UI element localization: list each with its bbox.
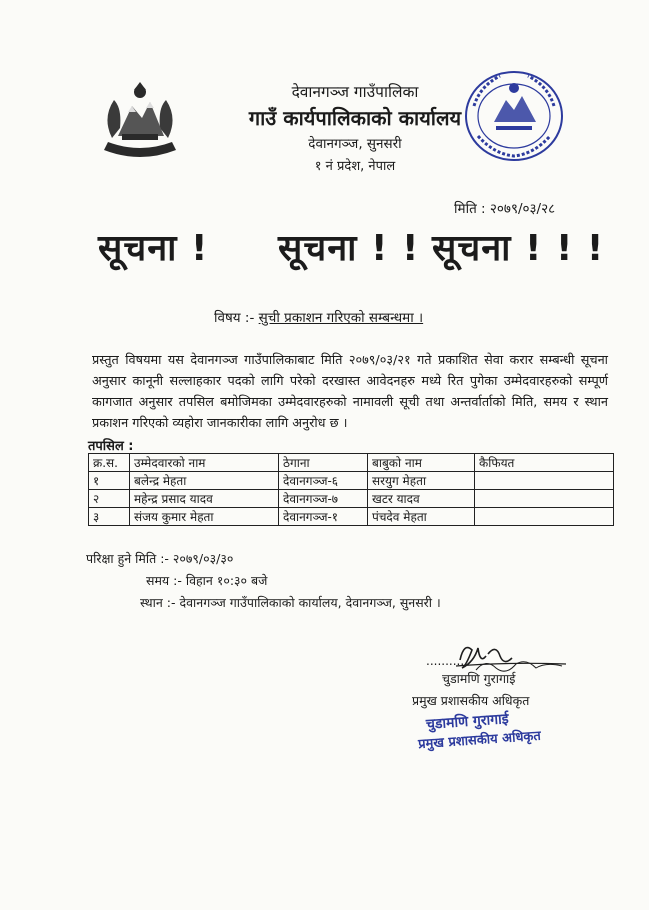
cell-remarks <box>475 490 614 508</box>
subject-line <box>214 308 423 326</box>
notice-heading-3: सूचना ! ! ! <box>432 228 605 269</box>
signatory-title: प्रमुख प्रशासकीय अधिकृत <box>412 693 530 708</box>
table-row <box>89 508 614 526</box>
body-paragraph: प्रस्तुत विषयमा यस देवानगञ्ज गाउँपालिकाबाट मिति २०७९/०३/२१ गते प्रकाशित सेवा करार सम्बन्धी सूचना अनुसार कानूनी सल्लाहकार पदको लागि परेको दरखास्त आवेदनहरु मध्ये रित पुगेका उम्मेदवारहरुको सम्पूर्ण कागजात अनुसार तपसिल बमोजिमका उम्मेदवारहरुको नामावली सूची तथा अन्तर्वार्ताको मिति, समय र स्थान प्रकाशन गरिएको व्यहोरा जानकारीका लागि अनुरोध छ । <box>92 353 608 431</box>
cell-candidate-name: बलेन्द्र मेहता <box>130 472 279 490</box>
cell-serial: १ <box>89 472 130 490</box>
cell-serial: २ <box>89 490 130 508</box>
notice-heading-2: सूचना ! ! <box>278 228 420 269</box>
cell-address: देवानगञ्ज-७ <box>279 490 368 508</box>
exam-time: समय :- विहान १०:३० बजे <box>146 573 268 588</box>
cell-father-name: पंचदेव मेहता <box>368 508 475 526</box>
nepal-emblem-icon <box>92 78 188 164</box>
header-office: गाउँ कार्यपालिकाको कार्यालय <box>248 106 462 130</box>
cell-candidate-name: संजय कुमार मेहता <box>130 508 279 526</box>
stamp-title: प्रमुख प्रशासकीय अधिकृत <box>417 728 542 753</box>
office-seal-icon <box>460 66 568 166</box>
exam-date: परिक्षा हुने मिति :- २०७९/०३/३० <box>86 551 234 566</box>
cell-address: देवानगञ्ज-६ <box>279 472 368 490</box>
header-province: १ नं प्रदेश, नेपाल <box>314 159 396 174</box>
header-serial: क्र.स. <box>89 454 130 472</box>
subject-label: विषय :- <box>214 310 255 326</box>
cell-serial: ३ <box>89 508 130 526</box>
signature-dots: .......... <box>426 654 465 668</box>
details-label: तपसिल : <box>88 439 134 454</box>
exam-place: स्थान :- देवानगञ्ज गाउँपालिकाको कार्यालय, देवानगञ्ज, सुनसरी । <box>140 595 441 610</box>
cell-father-name: सरयुग मेहता <box>368 472 475 490</box>
cell-remarks <box>475 472 614 490</box>
stamp-name: चुडामणि गुरागाई <box>425 711 510 733</box>
table-header-row <box>89 454 614 472</box>
header-remarks: कैफियत <box>475 454 614 472</box>
header-municipality: देवानगञ्ज गाउँपालिका <box>291 83 419 101</box>
header-candidate-name: उम्मेदवारको नाम <box>130 454 279 472</box>
notice-heading-1: सूचना ! <box>98 228 209 269</box>
table-row <box>89 472 614 490</box>
table-row <box>89 490 614 508</box>
signatory-name: चुडामणि गुरागाई <box>442 671 516 686</box>
document-date: मिति : २०७९/०३/२८ <box>454 201 556 217</box>
cell-father-name: खटर यादव <box>368 490 475 508</box>
header-location: देवानगञ्ज, सुनसरी <box>308 136 402 152</box>
cell-remarks <box>475 508 614 526</box>
cell-address: देवानगञ्ज-१ <box>279 508 368 526</box>
header-address: ठेगाना <box>279 454 368 472</box>
candidates-table <box>88 453 614 526</box>
subject-text: सुची प्रकाशन गरिएको सम्बन्धमा । <box>258 310 424 326</box>
cell-candidate-name: महेन्द्र प्रसाद यादव <box>130 490 279 508</box>
header-father-name: बाबुको नाम <box>368 454 475 472</box>
